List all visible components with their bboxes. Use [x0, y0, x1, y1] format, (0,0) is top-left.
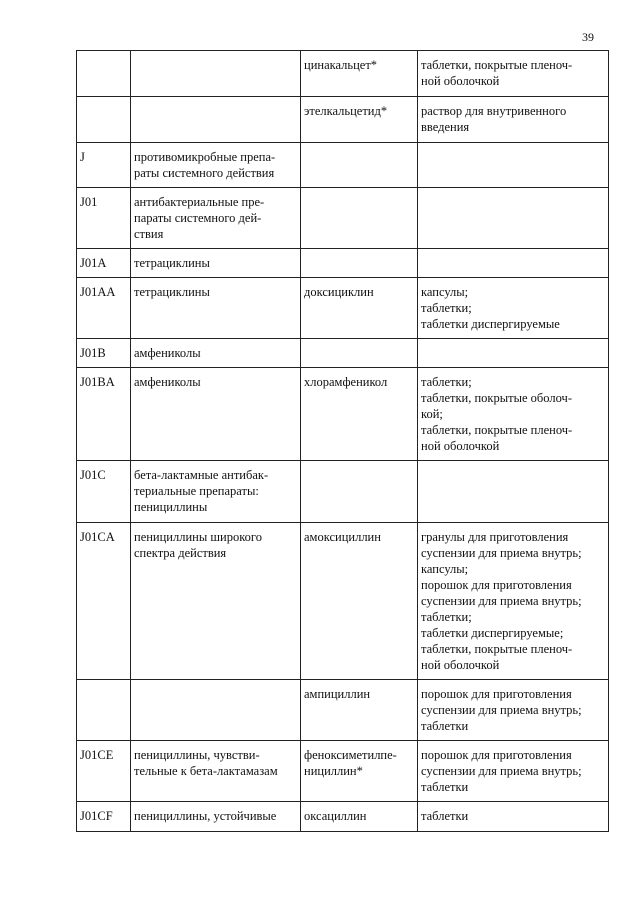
cell-text-line: таблетки, покрытые пленоч- — [421, 642, 573, 656]
cell-text-line: ампициллин — [304, 687, 371, 701]
cell-text-line: суспензии для приема внутрь; — [421, 764, 582, 778]
cell-forms — [418, 249, 609, 278]
cell-forms — [418, 97, 609, 143]
cell-name — [301, 461, 418, 523]
cell-group — [131, 802, 301, 832]
cell-text-line: амфениколы — [134, 346, 201, 360]
cell-forms — [418, 51, 609, 97]
cell-text-line: противомикробные препа- — [134, 150, 276, 164]
cell-text-line: раствор для внутривенного — [421, 104, 567, 118]
table-row — [77, 278, 609, 339]
table-row — [77, 339, 609, 368]
cell-text-line: тетрациклины — [134, 285, 210, 299]
cell-text-line: порошок для приготовления — [421, 578, 572, 592]
cell-code: J01AA — [77, 278, 131, 339]
cell-forms — [418, 741, 609, 802]
cell-text-line: суспензии для приема внутрь; — [421, 546, 582, 560]
cell-text-line: порошок для приготовления — [421, 748, 572, 762]
cell-group — [131, 461, 301, 523]
cell-code: J01BA — [77, 368, 131, 461]
cell-code: J01CA — [77, 523, 131, 680]
cell-group — [131, 339, 301, 368]
page-number: 39 — [582, 30, 594, 44]
cell-text-line: таблетки; — [421, 375, 472, 389]
cell-forms — [418, 278, 609, 339]
table-row — [77, 51, 609, 97]
cell-text-line: таблетки диспергируемые; — [421, 626, 564, 640]
table-row — [77, 143, 609, 188]
cell-forms — [418, 802, 609, 832]
cell-code: J01B — [77, 339, 131, 368]
cell-text-line: ной оболочкой — [421, 74, 500, 88]
cell-group — [131, 741, 301, 802]
cell-name — [301, 741, 418, 802]
cell-text-line: суспензии для приема внутрь; — [421, 594, 582, 608]
cell-forms — [418, 368, 609, 461]
cell-text-line: гранулы для приготовления — [421, 530, 569, 544]
cell-text-line: пенициллины, устойчивые — [134, 809, 277, 823]
cell-code: J01CF — [77, 802, 131, 832]
cell-group — [131, 249, 301, 278]
cell-text-line: таблетки — [421, 719, 469, 733]
cell-text-line: суспензии для приема внутрь; — [421, 703, 582, 717]
cell-text-line: феноксиметилпе- — [304, 748, 397, 762]
cell-group — [131, 368, 301, 461]
cell-name — [301, 97, 418, 143]
cell-text-line: таблетки — [421, 809, 469, 823]
cell-text-line: оксациллин — [304, 809, 367, 823]
table-row — [77, 802, 609, 832]
table-row — [77, 249, 609, 278]
table-row — [77, 188, 609, 249]
cell-code: J01C — [77, 461, 131, 523]
cell-text-line: капсулы; — [421, 562, 469, 576]
cell-group — [131, 188, 301, 249]
cell-forms — [418, 188, 609, 249]
cell-code — [77, 97, 131, 143]
cell-text-line: бета-лактамные антибак- — [134, 468, 269, 482]
cell-text-line: доксициклин — [304, 285, 374, 299]
table-row — [77, 523, 609, 680]
cell-text-line: ствия — [134, 227, 164, 241]
cell-name — [301, 143, 418, 188]
cell-code: J01 — [77, 188, 131, 249]
table-row — [77, 680, 609, 741]
cell-text-line: амфениколы — [134, 375, 201, 389]
cell-group — [131, 680, 301, 741]
table-row — [77, 741, 609, 802]
cell-text-line: пенициллины широкого — [134, 530, 262, 544]
cell-text-line: капсулы; — [421, 285, 469, 299]
cell-name — [301, 249, 418, 278]
cell-text-line: таблетки, покрытые оболоч- — [421, 391, 572, 405]
table-row — [77, 368, 609, 461]
cell-text-line: таблетки — [421, 780, 469, 794]
cell-text-line: таблетки, покрытые пленоч- — [421, 423, 573, 437]
cell-text-line: тельные к бета-лактамазам — [134, 764, 278, 778]
cell-text-line: пенициллины — [134, 500, 208, 514]
cell-text-line: ной оболочкой — [421, 439, 500, 453]
cell-name — [301, 51, 418, 97]
cell-name — [301, 680, 418, 741]
cell-text-line: таблетки, покрытые пленоч- — [421, 58, 573, 72]
table-body — [77, 51, 609, 832]
cell-text-line: таблетки диспергируемые — [421, 317, 560, 331]
cell-text-line: кой; — [421, 407, 443, 421]
cell-group — [131, 523, 301, 680]
cell-name — [301, 802, 418, 832]
cell-text-line: параты системного дей- — [134, 211, 262, 225]
cell-name — [301, 278, 418, 339]
table-row — [77, 97, 609, 143]
cell-code — [77, 680, 131, 741]
cell-code: J01A — [77, 249, 131, 278]
cell-group — [131, 51, 301, 97]
cell-forms — [418, 461, 609, 523]
cell-text-line: таблетки; — [421, 610, 472, 624]
cell-text-line: териальные препараты: — [134, 484, 259, 498]
cell-text-line: введения — [421, 120, 470, 134]
cell-group — [131, 143, 301, 188]
cell-text-line: этелкальцетид* — [304, 104, 388, 118]
cell-text-line: антибактериальные пре- — [134, 195, 265, 209]
cell-forms — [418, 523, 609, 680]
cell-name — [301, 523, 418, 680]
cell-text-line: цинакальцет* — [304, 58, 378, 72]
cell-code: J — [77, 143, 131, 188]
cell-text-line: раты системного действия — [134, 166, 275, 180]
cell-text-line: таблетки; — [421, 301, 472, 315]
cell-text-line: амоксициллин — [304, 530, 381, 544]
cell-forms — [418, 680, 609, 741]
cell-text-line: пенициллины, чувстви- — [134, 748, 260, 762]
cell-group — [131, 278, 301, 339]
cell-text-line: ной оболочкой — [421, 658, 500, 672]
cell-name — [301, 368, 418, 461]
table-row — [77, 461, 609, 523]
cell-name — [301, 188, 418, 249]
cell-text-line: хлорамфеникол — [304, 375, 388, 389]
cell-text-line: спектра действия — [134, 546, 227, 560]
drug-table — [76, 50, 609, 832]
cell-forms — [418, 339, 609, 368]
cell-text-line: нициллин* — [304, 764, 363, 778]
cell-group — [131, 97, 301, 143]
cell-forms — [418, 143, 609, 188]
cell-code — [77, 51, 131, 97]
cell-name — [301, 339, 418, 368]
cell-code: J01CE — [77, 741, 131, 802]
cell-text-line: тетрациклины — [134, 256, 210, 270]
cell-text-line: порошок для приготовления — [421, 687, 572, 701]
